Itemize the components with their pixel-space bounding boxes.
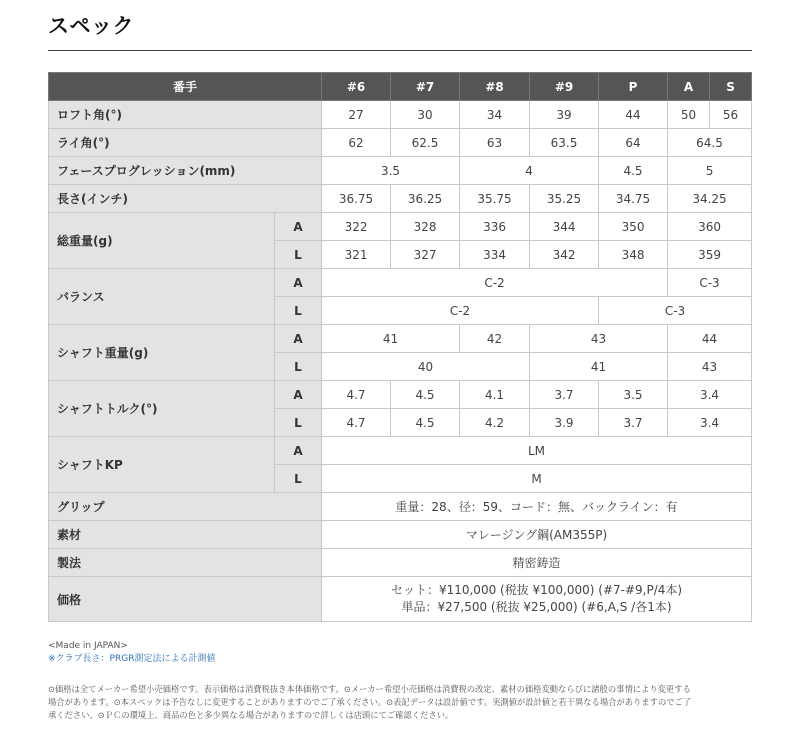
row-label: 製法	[49, 549, 322, 577]
table-cell: 350	[599, 213, 668, 241]
table-cell: 35.75	[460, 185, 530, 213]
disclaimer-line: 場合があります。⊙本スペックは予告なしに変更することがありますのでご了承ください。⊙表記データは設計値です。実測値が設計値と若干異なる場合がありますのでご了	[48, 697, 692, 707]
table-cell: 34	[460, 101, 530, 129]
header-col: A	[668, 73, 710, 101]
sub-label: L	[275, 297, 322, 325]
header-col: #8	[460, 73, 530, 101]
table-header-row	[49, 73, 752, 101]
price-set: セット：¥110,000 (税抜 ¥100,000) (#7-#9,P/4本)	[390, 583, 683, 597]
table-cell: 5	[668, 157, 752, 185]
row-label: 長さ(インチ)	[49, 185, 322, 213]
table-cell: 344	[530, 213, 599, 241]
table-cell: 重量：28、径：59、コード：無、バックライン：有	[322, 493, 752, 521]
table-cell: 321	[322, 241, 391, 269]
header-col: S	[710, 73, 752, 101]
table-row-weight-a	[49, 213, 752, 241]
header-col: #9	[530, 73, 599, 101]
header-col: #6	[322, 73, 391, 101]
sub-label: A	[275, 269, 322, 297]
sub-label: L	[275, 241, 322, 269]
row-label: ロフト角(°)	[49, 101, 322, 129]
table-cell: 360	[668, 213, 752, 241]
table-cell: 39	[530, 101, 599, 129]
table-row-shaft-kp-a	[49, 437, 752, 465]
table-cell: M	[322, 465, 752, 493]
table-cell: 328	[391, 213, 460, 241]
table-cell: 3.7	[599, 409, 668, 437]
table-cell: 322	[322, 213, 391, 241]
table-row-shaft-torque-a	[49, 381, 752, 409]
sub-label: L	[275, 409, 322, 437]
table-cell: C-2	[322, 269, 668, 297]
row-label: グリップ	[49, 493, 322, 521]
row-label: フェースプログレッション(mm)	[49, 157, 322, 185]
table-cell: 34.75	[599, 185, 668, 213]
table-cell: 4.5	[391, 409, 460, 437]
table-cell: 62	[322, 129, 391, 157]
table-cell: 34.25	[668, 185, 752, 213]
table-cell: LM	[322, 437, 752, 465]
table-row-loft	[49, 101, 752, 129]
table-cell: C-3	[668, 269, 752, 297]
sub-label: A	[275, 325, 322, 353]
table-cell: 4	[460, 157, 599, 185]
table-cell: 44	[668, 325, 752, 353]
header-col: P	[599, 73, 668, 101]
disclaimer-line: ⊙価格は全てメーカー希望小売価格です。表示価格は消費税抜き本体価格です。⊙メーカー希望小売価格は消費税の改定、素材の価格変動ならびに諸般の事情により変更する	[48, 684, 691, 694]
row-label: ライ角(°)	[49, 129, 322, 157]
table-cell: 4.2	[460, 409, 530, 437]
table-cell: 359	[668, 241, 752, 269]
table-cell: 63.5	[530, 129, 599, 157]
disclaimer	[48, 683, 754, 722]
table-row-lie	[49, 129, 752, 157]
table-cell: 3.5	[599, 381, 668, 409]
table-row-price	[49, 577, 752, 622]
table-cell: 4.5	[391, 381, 460, 409]
title-divider	[48, 50, 752, 51]
header-label: 番手	[49, 73, 322, 101]
header-col: #7	[391, 73, 460, 101]
table-cell: 27	[322, 101, 391, 129]
table-cell: 63	[460, 129, 530, 157]
table-cell: 50	[668, 101, 710, 129]
origin-note: <Made in JAPAN>	[48, 641, 128, 651]
table-cell: 43	[668, 353, 752, 381]
spec-table	[48, 72, 752, 622]
table-cell: 3.4	[668, 381, 752, 409]
table-cell: 62.5	[391, 129, 460, 157]
table-cell: 精密鋳造	[322, 549, 752, 577]
table-cell: C-2	[322, 297, 599, 325]
row-label: 素材	[49, 521, 322, 549]
table-cell: マレージング鋼(AM355P)	[322, 521, 752, 549]
row-label: 価格	[49, 577, 322, 622]
table-cell: 42	[460, 325, 530, 353]
sub-label: A	[275, 213, 322, 241]
table-cell: C-3	[599, 297, 752, 325]
table-row-balance-a	[49, 269, 752, 297]
sub-label: A	[275, 437, 322, 465]
table-cell: 3.4	[668, 409, 752, 437]
table-row-face-progression	[49, 157, 752, 185]
table-cell: 327	[391, 241, 460, 269]
row-label: シャフトKP	[49, 437, 275, 493]
disclaimer-line: 承ください。⊙ＰＣの環境上、商品の色と多少異なる場合がありますので詳しくは店頭にてご確認ください。	[48, 710, 454, 720]
table-cell: 336	[460, 213, 530, 241]
table-cell: 40	[322, 353, 530, 381]
table-cell: 3.5	[322, 157, 460, 185]
row-label: シャフトトルク(°)	[49, 381, 275, 437]
table-cell: 56	[710, 101, 752, 129]
sub-label: A	[275, 381, 322, 409]
table-row-shaft-weight-a	[49, 325, 752, 353]
table-cell: 36.25	[391, 185, 460, 213]
table-cell: 4.1	[460, 381, 530, 409]
table-row-method	[49, 549, 752, 577]
table-cell: 30	[391, 101, 460, 129]
sub-label: L	[275, 353, 322, 381]
table-cell: 64	[599, 129, 668, 157]
table-cell: 43	[530, 325, 668, 353]
table-row-grip	[49, 493, 752, 521]
row-label: 総重量(g)	[49, 213, 275, 269]
page-title: スペック	[48, 14, 134, 38]
table-cell: 348	[599, 241, 668, 269]
notes	[48, 640, 215, 666]
sub-label: L	[275, 465, 322, 493]
table-row-material	[49, 521, 752, 549]
price-single: 単品：¥27,500 (税抜 ¥25,000) (#6,A,S /各1本)	[401, 600, 672, 614]
row-label: バランス	[49, 269, 275, 325]
measure-note-link[interactable]: ※クラブ長さ：PRGR測定法による計測値	[48, 654, 216, 664]
table-cell: 64.5	[668, 129, 752, 157]
table-cell: 334	[460, 241, 530, 269]
table-cell: 36.75	[322, 185, 391, 213]
table-cell: 35.25	[530, 185, 599, 213]
table-cell: 3.7	[530, 381, 599, 409]
table-cell: 41	[322, 325, 460, 353]
table-cell: 44	[599, 101, 668, 129]
table-cell	[322, 577, 752, 622]
table-row-length	[49, 185, 752, 213]
table-cell: 4.5	[599, 157, 668, 185]
table-cell: 3.9	[530, 409, 599, 437]
table-cell: 4.7	[322, 409, 391, 437]
table-cell: 41	[530, 353, 668, 381]
table-cell: 342	[530, 241, 599, 269]
table-cell: 4.7	[322, 381, 391, 409]
row-label: シャフト重量(g)	[49, 325, 275, 381]
